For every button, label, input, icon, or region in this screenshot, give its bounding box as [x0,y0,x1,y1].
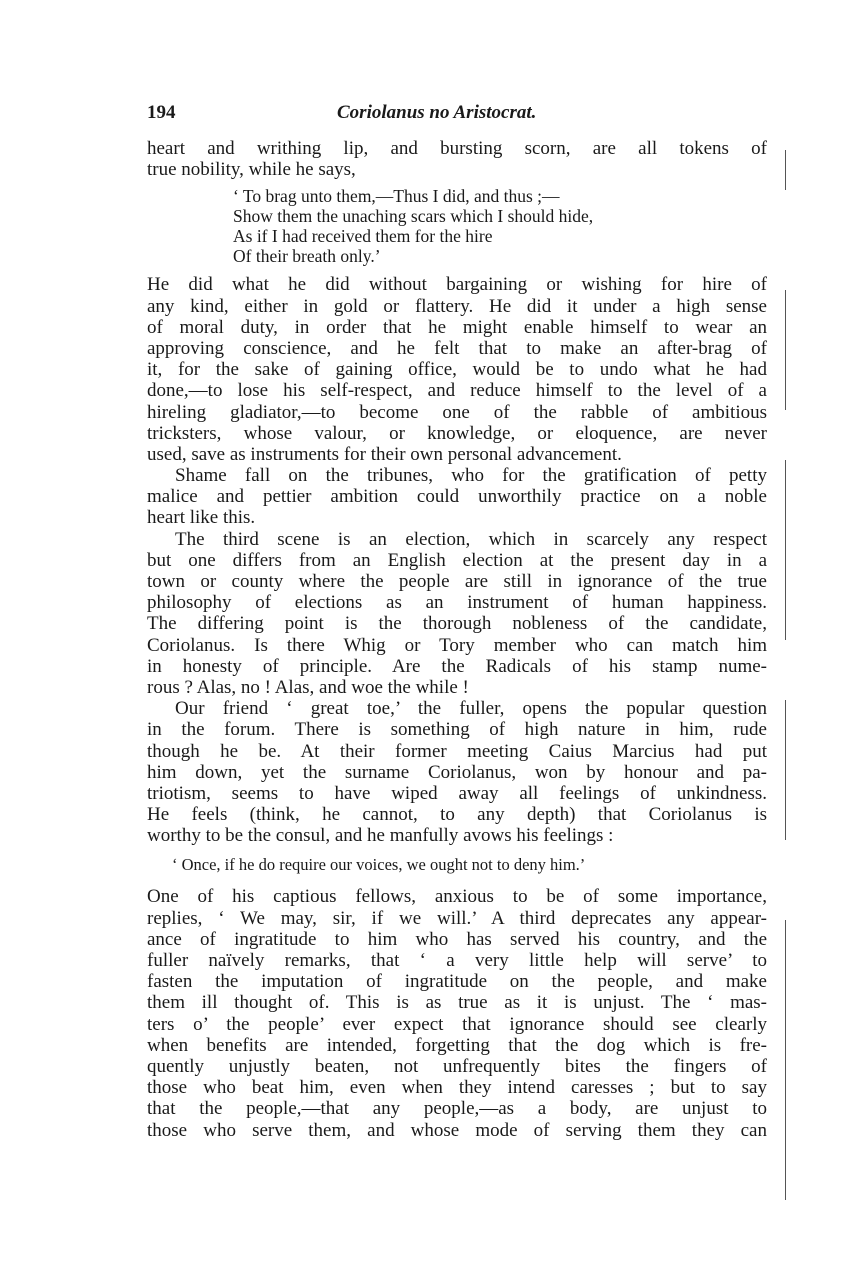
text-line: The differing point is the thorough nobleness of the candidate, [147,613,767,635]
text-line: approving conscience, and he felt that to make an after-brag of [147,337,767,359]
margin-rule [785,700,786,840]
paragraph [147,529,767,699]
text-line: those who beat him, even when they intend caresses ; but to say [147,1077,767,1099]
text-line: replies, ‘ We may, sir, if we will.’ A third deprecates any appear- [147,907,767,929]
text-line: He feels (think, he cannot, to any depth) that Coriolanus is [147,804,767,826]
text-line: hireling gladiator,—to become one of the rabble of ambitious [147,401,767,423]
text-line: Shame fall on the tribunes, who for the gratification of petty [175,465,767,487]
verse-line: As if I had received them for the hire [233,226,493,247]
text-line: fasten the imputation of ingratitude on the people, and make [147,971,767,993]
text-line: them ill thought of. This is as true as it is unjust. The ‘ mas- [147,992,767,1014]
text-line: Coriolanus. Is there Whig or Tory member who can match him [147,634,767,656]
text-line: tricksters, whose valour, or knowledge, or eloquence, are never [147,422,767,444]
text-line: in honesty of principle. Are the Radicals of his stamp nume- [147,655,767,677]
text-line: ters o’ the people’ ever expect that ignorance should see clearly [147,1013,767,1035]
text-line: Our friend ‘ great toe,’ the fuller, opens the popular question [175,698,767,720]
margin-rule [785,920,786,1200]
page-number: 194 [147,102,176,123]
text-line: in the forum. There is something of high nature in him, rude [147,719,767,741]
text-line: used, save as instruments for their own personal advancement. [147,443,622,465]
running-head: Coriolanus no Aristocrat. [337,102,537,123]
text-line: ance of ingratitude to him who has served his country, and the [147,928,767,950]
text-line: when benefits are intended, forgetting that the dog which is fre- [147,1034,767,1056]
text-line: town or county where the people are still in ignorance of the true [147,571,767,592]
text-line: malice and pettier ambition could unworthily practice on a noble [147,486,767,508]
text-line: rous ? Alas, no ! Alas, and woe the while ! [147,676,469,698]
margin-rule [785,460,786,640]
text-line: of moral duty, in order that he might enable himself to wear an [147,316,767,338]
page-header [147,102,787,132]
text-line: heart and writhing lip, and bursting scorn, are all tokens of [147,138,767,159]
text-line: triotism, seems to have wiped away all feelings of unkindness. [147,782,767,804]
text-line: philosophy of elections as an instrument of human happiness. [147,592,767,614]
text-line: those who serve them, and whose mode of serving them they can [147,1119,767,1141]
text-line: fuller naïvely remarks, that ‘ a very little help will serve’ to [147,950,767,971]
text-line: One of his captious fellows, anxious to be of some importance, [147,886,767,908]
block-quotation: ‘ Once, if he do require our voices, we ought not to deny him.’ [172,855,586,875]
text-line: worthy to be the consul, and he manfully avows his feelings : [147,825,614,847]
text-line: quently unjustly beaten, not unfrequently bites the fingers of [147,1055,767,1077]
text-line: but one differs from an English election at the present day in a [147,549,767,571]
text-line: done,—to lose his self-respect, and reduce himself to the level of a [147,380,767,402]
text-line: it, for the sake of gaining office, would be to undo what he had [147,359,767,381]
verse-line: ‘ To brag unto them,—Thus I did, and thus ;— [233,186,560,207]
margin-rule [785,150,786,190]
paragraph [147,886,767,1140]
text-line: though he be. At their former meeting Caius Marcius had put [147,740,767,762]
text-line: heart like this. [147,507,256,529]
intro-paragraph [147,138,767,180]
paragraph [147,274,767,465]
paragraph [147,465,767,529]
body-text [147,138,767,1141]
text-line: that the people,—that any people,—as a body, are unjust to [147,1098,767,1120]
verse-line: Show them the unaching scars which I should hide, [233,206,594,227]
verse-line: Of their breath only.’ [233,246,381,267]
verse-quotation [233,186,767,266]
text-line: true nobility, while he says, [147,159,356,181]
text-line: The third scene is an election, which in scarcely any respect [175,528,767,550]
margin-rule [785,290,786,410]
text-line: He did what he did without bargaining or wishing for hire of [147,274,767,296]
text-line: any kind, either in gold or flattery. He did it under a high sense [147,295,767,317]
text-line: him down, yet the surname Coriolanus, won by honour and pa- [147,761,767,783]
paragraph [147,698,767,846]
